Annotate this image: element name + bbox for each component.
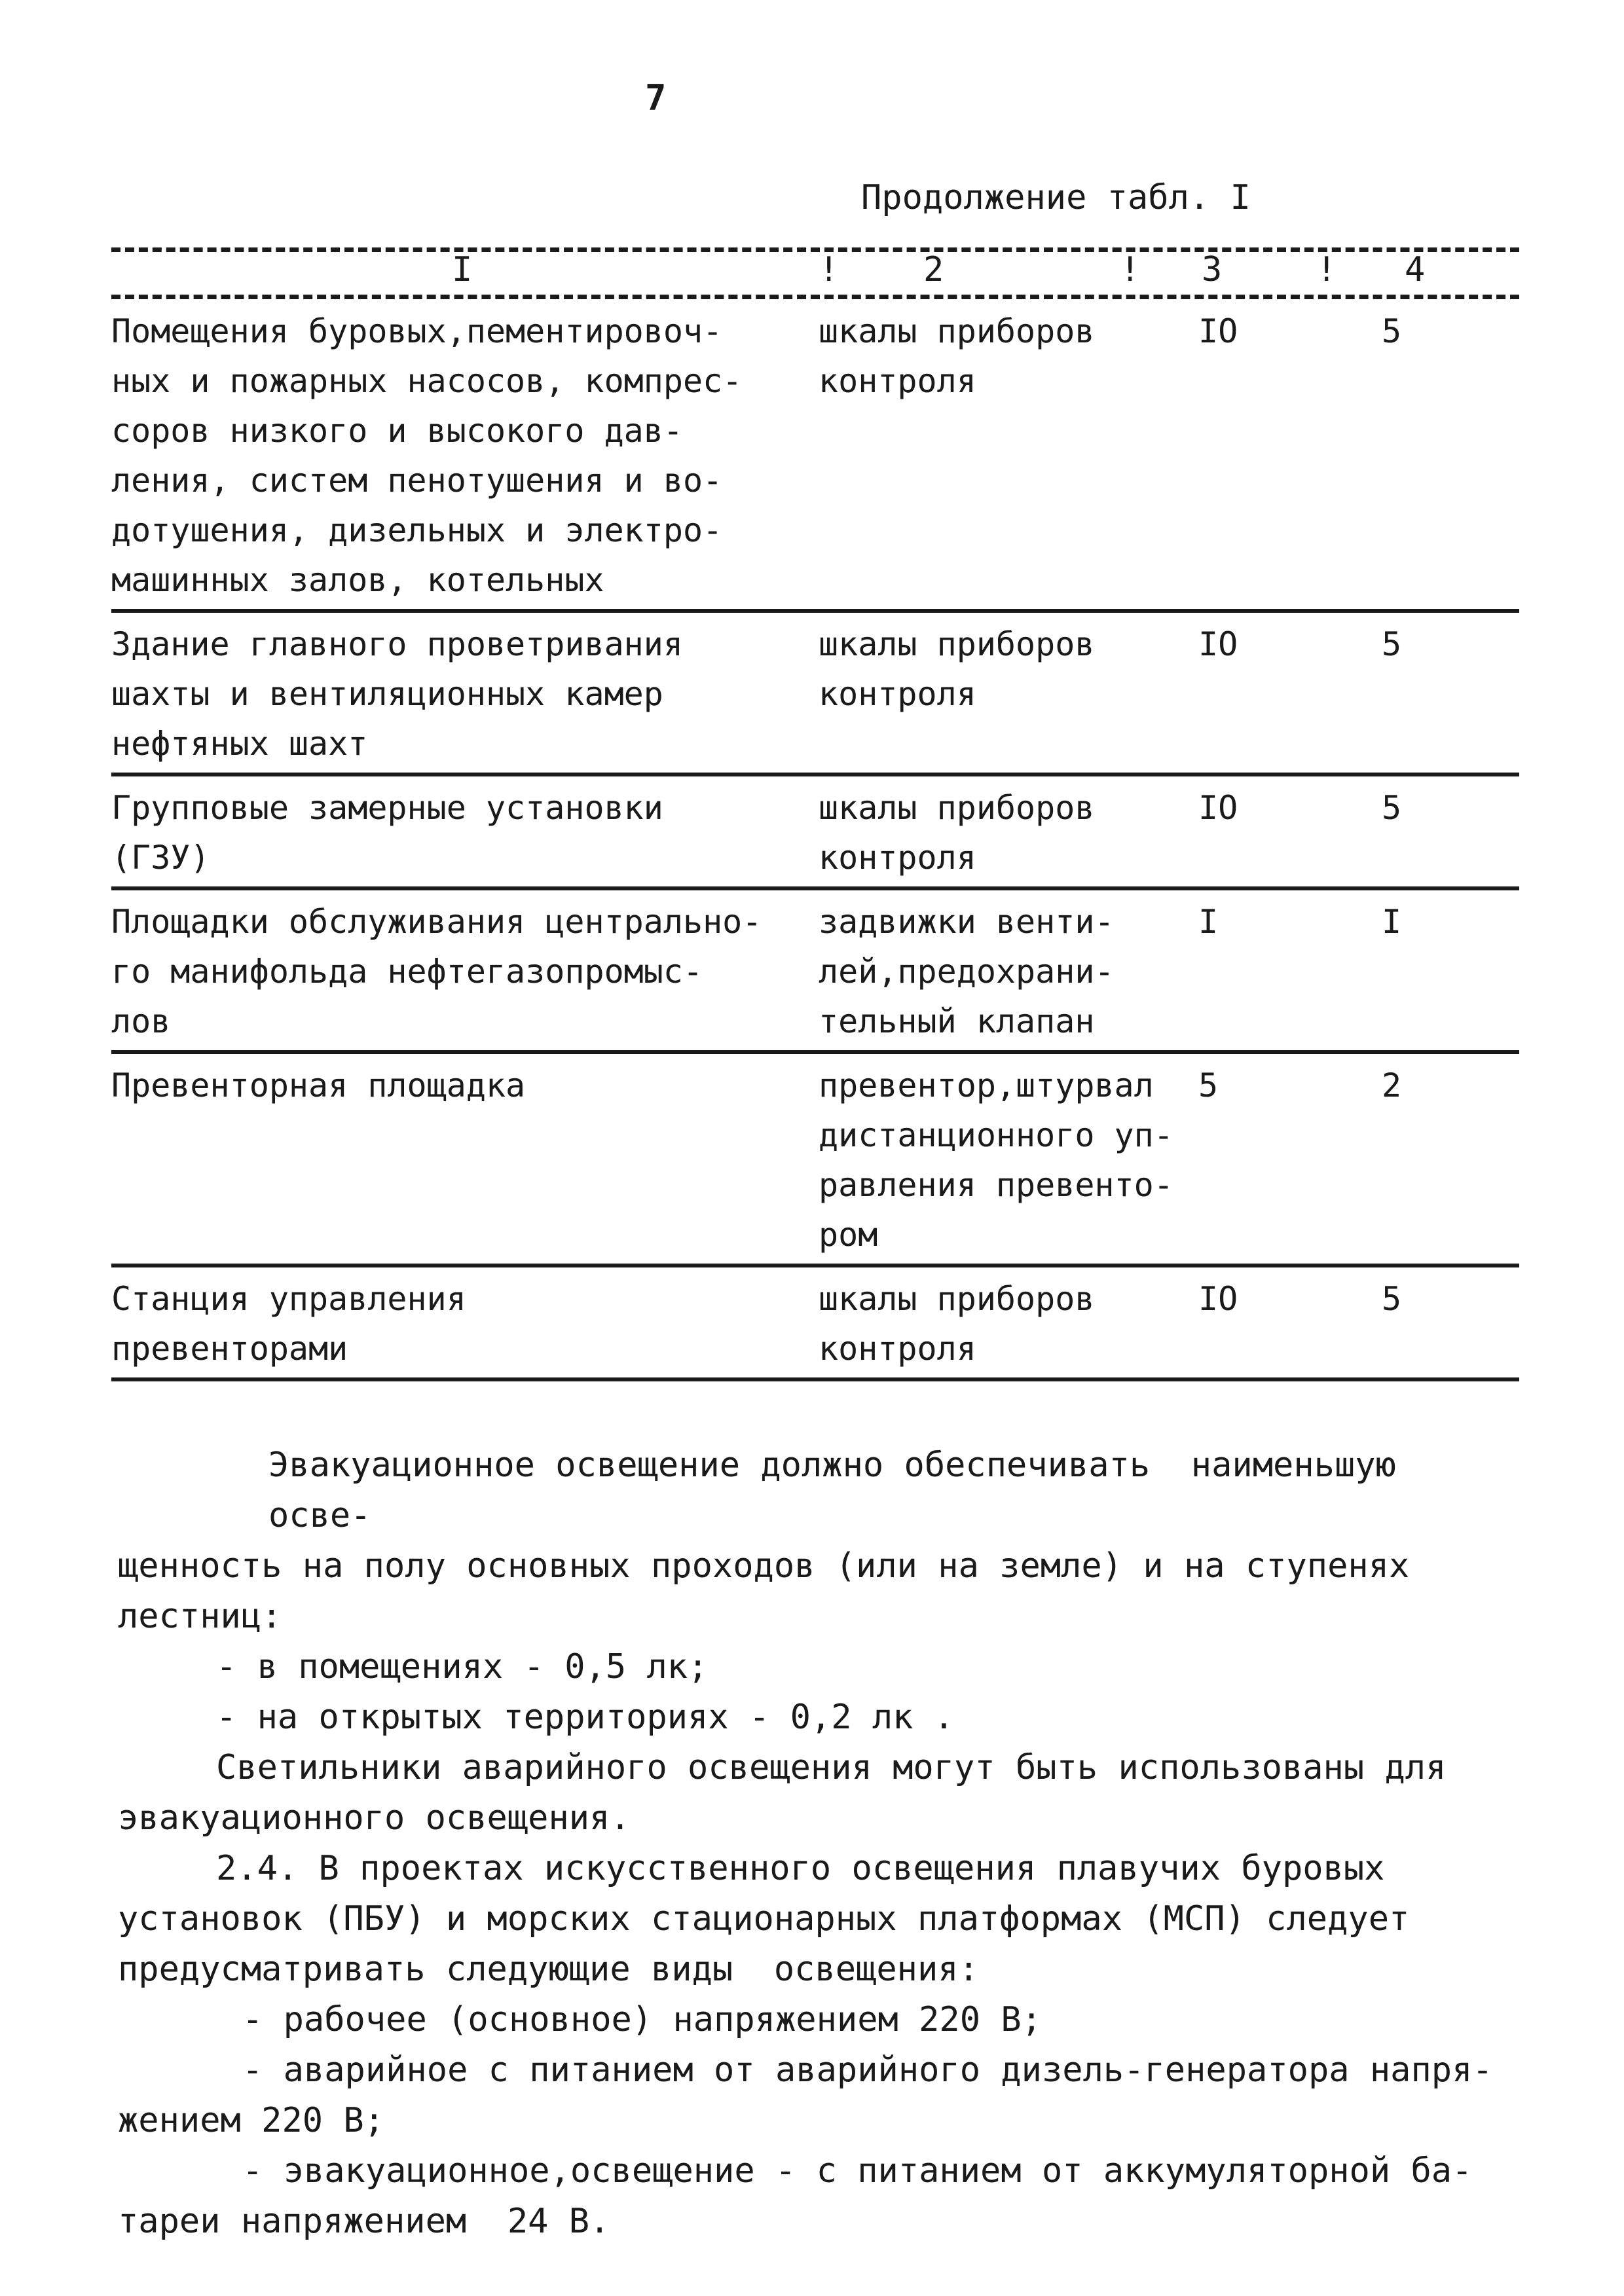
cell-value-3: IO	[1198, 789, 1238, 827]
paragraph-line: Светильники аварийного освещения могут быть использованы для	[216, 1748, 1447, 1787]
cell-surface: задвижки венти- лей,предохрани- тельный клапан	[819, 903, 1115, 1040]
table-header	[111, 244, 1519, 292]
list-item: - на открытых территориях - 0,2 лк .	[216, 1698, 955, 1737]
cell-surface: шкалы приборов контроля	[819, 312, 1095, 400]
paragraph-line: Эвакуационное освещение должно обеспечивать наименьшую осве-	[268, 1446, 1417, 1535]
table-row	[111, 613, 1519, 776]
cell-location: Площадки обслуживания центрально- го манифольда нефтегазопромыс- лов	[111, 903, 762, 1040]
paragraph-line: эвакуационного освещения.	[118, 1798, 631, 1838]
cell-value-3: IO	[1198, 312, 1238, 350]
cell-value-4: 5	[1382, 625, 1402, 663]
header-col-1: I	[452, 250, 473, 289]
header-separator: !	[1316, 250, 1337, 289]
cell-value-4: 5	[1382, 789, 1402, 827]
cell-location: Станция управления превенторами	[111, 1280, 466, 1368]
cell-location: Превенторная площадка	[111, 1066, 526, 1104]
paragraph-line: установок (ПБУ) и морских стационарных платформах (МСП) следует	[118, 1899, 1410, 1939]
table-row	[111, 890, 1519, 1054]
table-caption: Продолжение табл. I	[861, 178, 1251, 217]
list-item: - рабочее (основное) напряжением 220 В;	[242, 2000, 1042, 2039]
cell-value-4: 2	[1382, 1066, 1402, 1104]
cell-value-4: 5	[1382, 1280, 1402, 1318]
header-separator: !	[819, 250, 840, 289]
table-row	[111, 1267, 1519, 1381]
cell-value-4: 5	[1382, 312, 1402, 350]
cell-value-3: I	[1198, 903, 1219, 941]
paragraph-line: лестниц:	[118, 1597, 282, 1636]
cell-value-3: IO	[1198, 625, 1238, 663]
cell-location: Здание главного проветривания шахты и вентиляционных камер нефтяных шахт	[111, 625, 683, 763]
table-header-bottom-rule	[111, 295, 1519, 299]
cell-value-3: 5	[1198, 1066, 1219, 1104]
cell-surface: шкалы приборов контроля	[819, 789, 1095, 877]
header-col-4: 4	[1405, 250, 1426, 289]
cell-surface: шкалы приборов контроля	[819, 625, 1095, 713]
table-row	[111, 1054, 1519, 1267]
cell-surface: превентор,штурвал дистанционного уп- равления превенто- ром	[819, 1066, 1173, 1254]
header-col-3: 3	[1202, 250, 1223, 289]
paragraph-line: предусматривать следующие виды освещения:	[118, 1950, 979, 1989]
paragraph-line: тареи напряжением 24 В.	[118, 2202, 610, 2241]
header-separator: !	[1120, 250, 1141, 289]
cell-location: Помещения буровых,пементировоч- ных и пожарных насосов, компрес- соров низкого и высокого дав- ления, систем пенотушения и во- дотушения, дизельных и электро- машинных залов, котельных	[111, 312, 743, 599]
cell-surface: шкалы приборов контроля	[819, 1280, 1095, 1368]
list-item: - в помещениях - 0,5 лк;	[216, 1647, 709, 1686]
body-text	[118, 1440, 1506, 2247]
paragraph-line: щенность на полу основных проходов (или на земле) и на ступенях	[118, 1546, 1410, 1586]
cell-location: Групповые замерные установки (ГЗУ)	[111, 789, 663, 877]
cell-value-4: I	[1382, 903, 1402, 941]
table-row	[111, 300, 1519, 613]
list-item: - аварийное с питанием от аварийного дизель-генератора напря-	[242, 2050, 1493, 2090]
header-col-2: 2	[923, 250, 944, 289]
list-item: - эвакуационное,освещение - с питанием от аккумуляторной ба-	[242, 2151, 1473, 2191]
section-heading-line: 2.4. В проектах искусственного освещения плавучих буровых	[216, 1849, 1385, 1888]
data-table	[111, 300, 1519, 1381]
paragraph-line: жением 220 В;	[118, 2101, 384, 2140]
table-row	[111, 776, 1519, 890]
page-number: 7	[645, 77, 667, 118]
cell-value-3: IO	[1198, 1280, 1238, 1318]
